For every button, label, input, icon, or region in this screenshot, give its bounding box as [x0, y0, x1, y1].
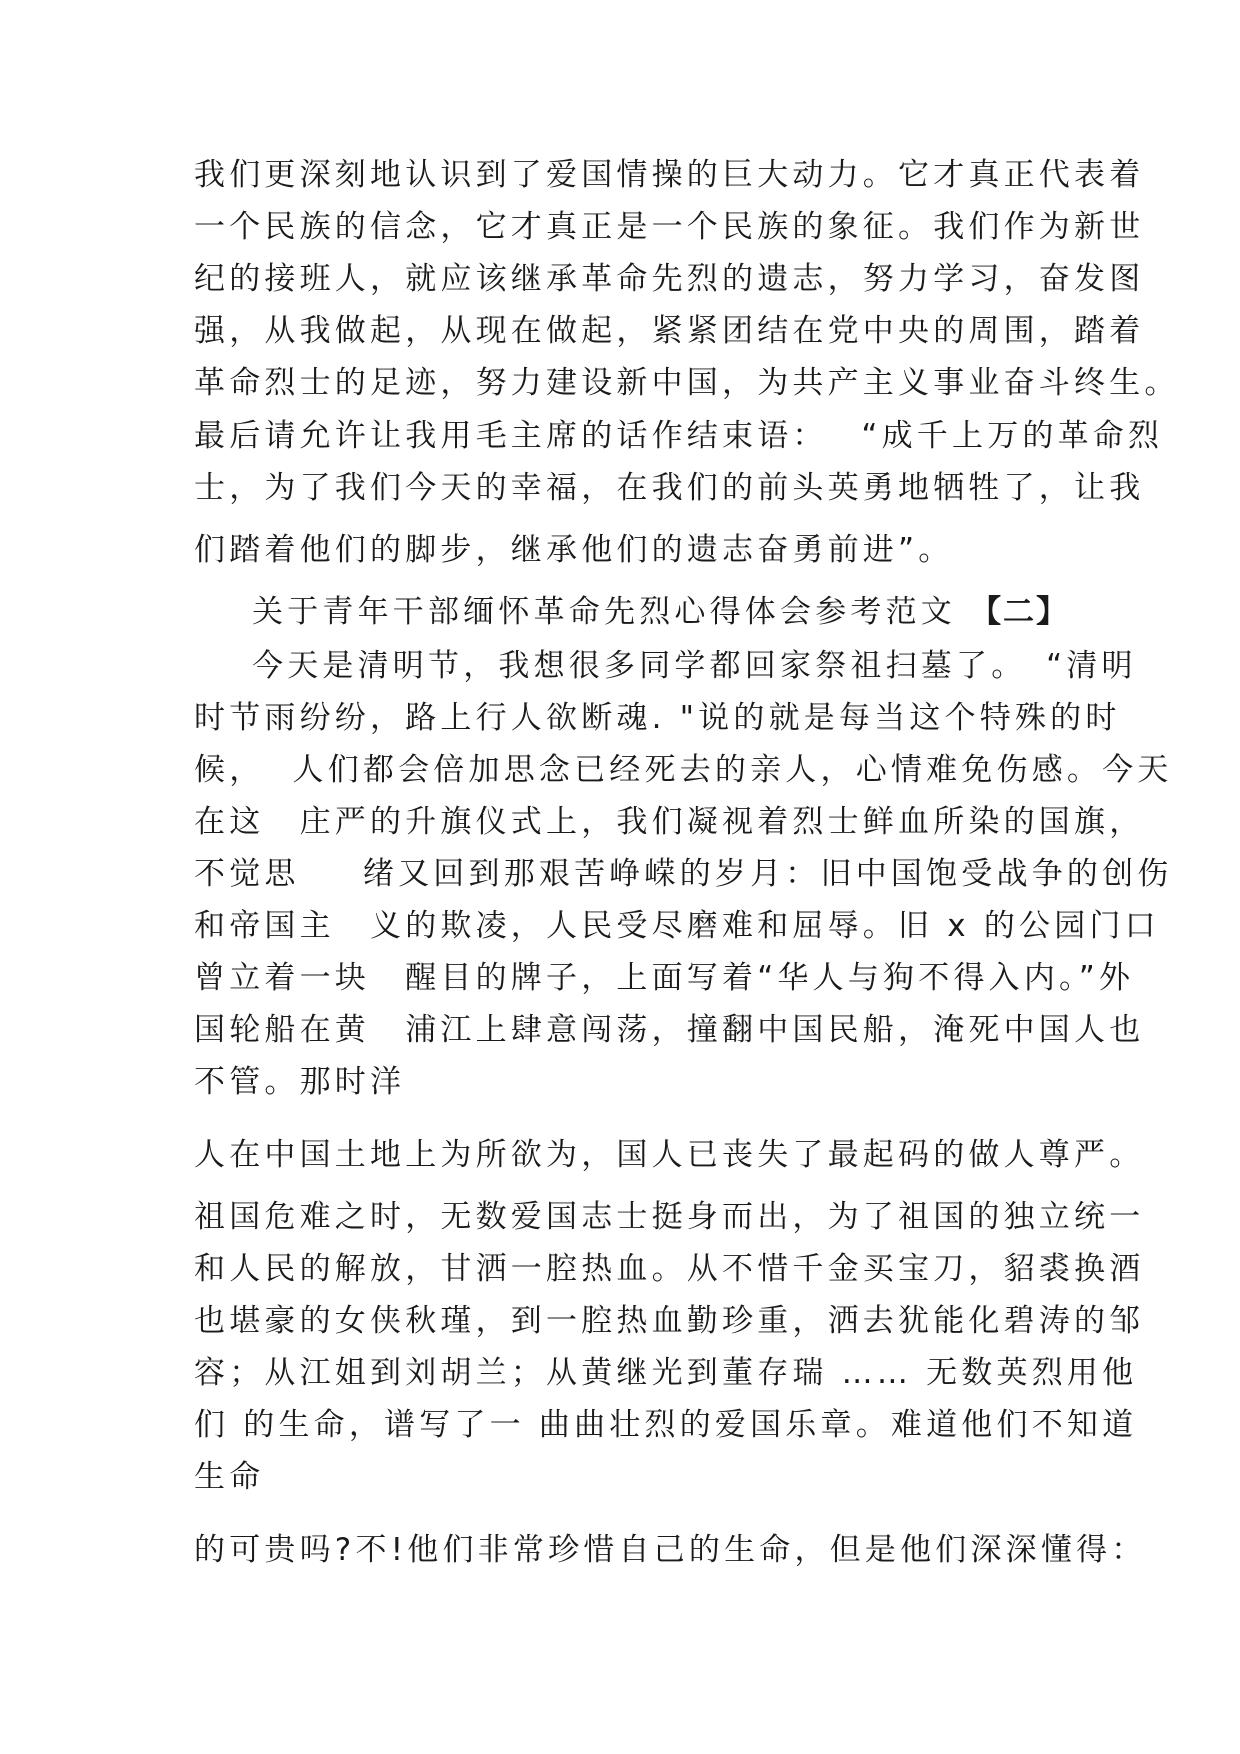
paragraph-line: 时节雨纷纷，路上行人欲断魂. "说的就是每当这个特殊的时: [194, 700, 1121, 736]
paragraph-line: 和帝国主 义的欺凌，人民受尽磨难和屈辱。旧 x 的公园门口: [194, 908, 1160, 944]
paragraph-line: 生命: [194, 1459, 265, 1495]
paragraph-line: 和人民的解放，甘洒一腔热血。从不惜千金买宝刀，貂裘换酒: [194, 1251, 1145, 1287]
paragraph-line: 不管。那时洋: [194, 1064, 406, 1100]
section-heading-title: 关于青年干部缅怀革命先烈心得体会参考范文: [252, 594, 956, 630]
paragraph-line: 的可贵吗?不!他们非常珍惜自己的生命，但是他们深深懂得：: [194, 1532, 1147, 1568]
paragraph-line: 国轮船在黄 浦江上肆意闯荡，撞翻中国民船，淹死中国人也: [194, 1012, 1145, 1048]
paragraph-line: 祖国危难之时，无数爱国志士挺身而出，为了祖国的独立统一: [194, 1199, 1145, 1235]
paragraph-line: 一个民族的信念，它才真正是一个民族的象征。我们作为新世: [194, 209, 1145, 245]
paragraph-line: 们 的生命，谱写了一 曲曲壮烈的爱国乐章。难道他们不知道: [194, 1407, 1138, 1443]
paragraph-line: 今天是清明节，我想很多同学都回家祭祖扫墓了。 “清明: [252, 648, 1137, 684]
paragraph-line: 士，为了我们今天的幸福，在我们的前头英勇地牺牲了，让我: [194, 470, 1145, 506]
paragraph-line: 我们更深刻地认识到了爱国情操的巨大动力。它才真正代表着: [194, 157, 1145, 193]
paragraph-line: 强，从我做起，从现在做起，紧紧团结在党中央的周围，踏着: [194, 313, 1145, 349]
paragraph-line: 们踏着他们的脚步，继承他们的遗志奋勇前进”。: [194, 532, 954, 568]
paragraph-line: 也堪豪的女侠秋瑾，到一腔热血勤珍重，洒去犹能化碧涛的邹: [194, 1303, 1145, 1339]
paragraph-line: 人在中国土地上为所欲为，国人已丧失了最起码的做人尊严。: [194, 1137, 1145, 1173]
section-heading: [252, 592, 1069, 632]
paragraph-line: 在这 庄严的升旗仪式上，我们凝视着烈士鲜血所染的国旗，: [194, 804, 1145, 840]
section-heading-marker: 【二】: [970, 594, 1070, 630]
paragraph-line: 纪的接班人，就应该继承革命先烈的遗志，努力学习，奋发图: [194, 261, 1145, 297]
paragraph-line: 曾立着一块 醒目的牌子，上面写着“华人与狗不得入内。”外: [194, 960, 1135, 996]
paragraph-line: 革命烈士的足迹，努力建设新中国，为共产主义事业奋斗终生。: [194, 365, 1180, 401]
paragraph-line: 候， 人们都会倍加思念已经死去的亲人，心情难免伤感。今天: [194, 752, 1173, 788]
paragraph-line: 不觉思 绪又回到那艰苦峥嵘的岁月：旧中国饱受战争的创伤: [194, 856, 1173, 892]
paragraph-line: 最后请允许让我用毛主席的话作结束语： “成千上万的革命烈: [194, 418, 1164, 454]
paragraph-line: 容；从江姐到刘胡兰；从黄继光到董存瑞 …… 无数英烈用他: [194, 1355, 1138, 1391]
